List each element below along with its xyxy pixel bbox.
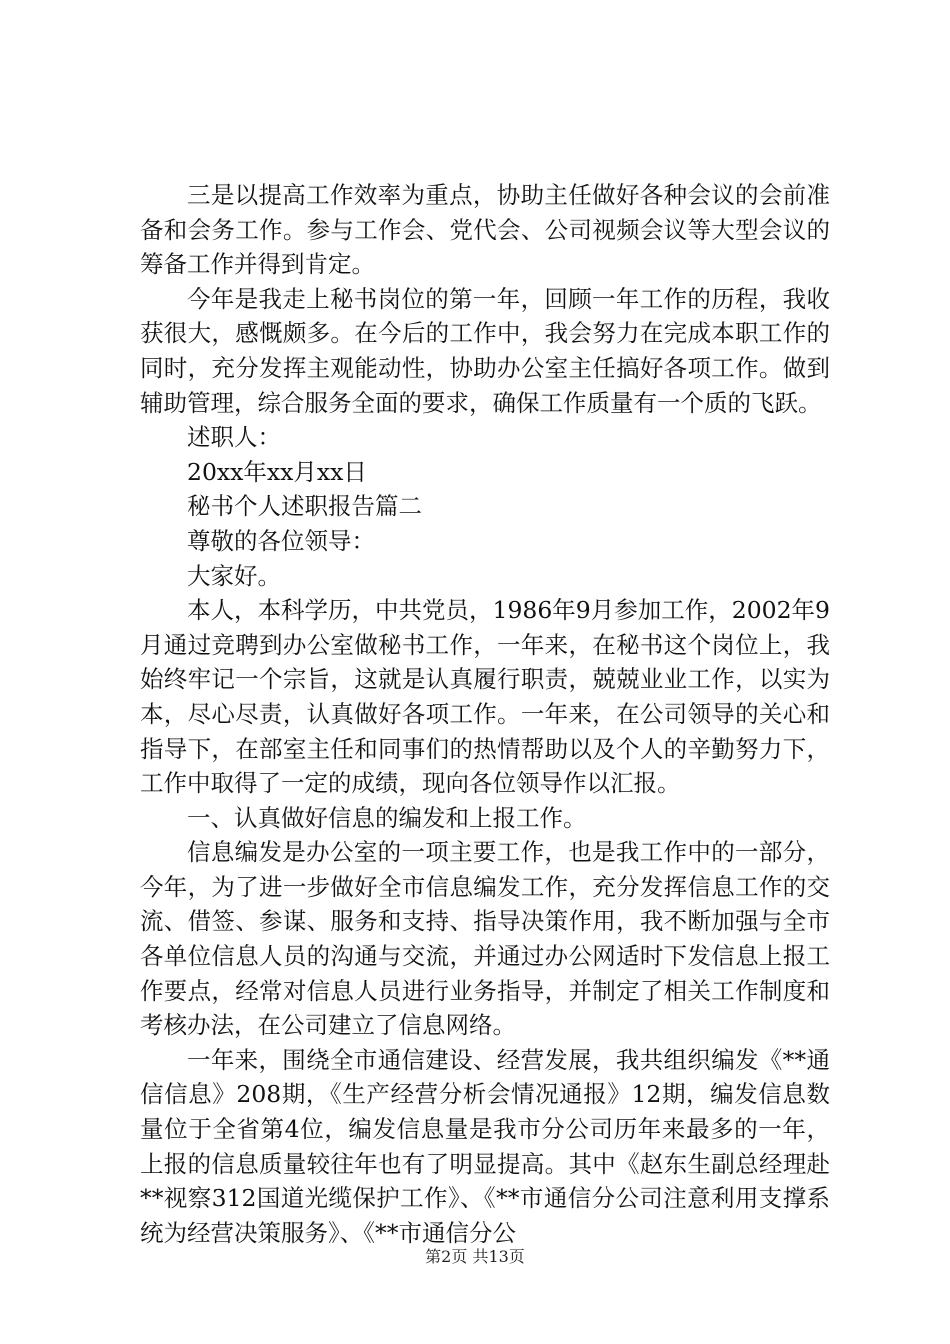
page-footer: 第2页 共13页 (425, 1247, 525, 1266)
paragraph-meetings: 三是以提高工作效率为重点，协助主任做好各种会议的会前准备和会务工作。参与工作会、党代会、公司视频会议等大型会议的筹备工作并得到肯定。 (140, 181, 830, 279)
section-title: 秘书个人述职报告篇二 (187, 492, 422, 521)
reporter-label: 述职人： (187, 423, 281, 452)
salutation: 尊敬的各位领导： (187, 526, 375, 555)
heading-information-work: 一、认真做好信息的编发和上报工作。 (187, 803, 587, 832)
paragraph-information-editing: 信息编发是办公室的一项主要工作，也是我工作中的一部分，今年，为了进一步做好全市信息编发工作，充分发挥信息工作的交流、借签、参谋、服务和支持、指导决策作用，我不断加强与全市各单位信息人员的沟通与交流，并通过办公网适时下发信息上报工作要点，经常对信息人员进行业务指导，并制定了相关工作制度和考核办法，在公司建立了信息网络。 (140, 838, 830, 1040)
paragraph-review: 今年是我走上秘书岗位的第一年，回顾一年工作的历程，我收获很大，感慨颇多。在今后的工作中，我会努力在完成本职工作的同时，充分发挥主观能动性，协助办公室主任搞好各项工作。做到辅助管理，综合服务全面的要求，确保工作质量有一个质的飞跃。 (140, 284, 830, 417)
document-body (140, 178, 830, 1250)
report-date: 20xx年xx月xx日 (187, 457, 367, 486)
paragraph-introduction: 本人，本科学历，中共党员，1986年9月参加工作，2002年9月通过竞聘到办公室做秘书工作，一年来，在秘书这个岗位上，我始终牢记一个宗旨，这就是认真履行职责，兢兢业业工作，以实为本，尽心尽责，认真做好各项工作。一年来，在公司领导的关心和指导下，在部室主任和同事们的热情帮助以及个人的辛勤努力下，工作中取得了一定的成绩，现向各位领导作以汇报。 (140, 596, 831, 798)
paragraph-achievements: 一年来，围绕全市通信建设、经营发展，我共组织编发《**通信信息》208期，《生产经营分析会情况通报》12期，编发信息数量位于全省第4位，编发信息量是我市分公司历年来最多的一年，上报的信息质量较往年也有了明显提高。其中《赵东生副总经理赴**视察312国道光缆保护工作》、《**市通信分公司注意利用支撑系统为经营决策服务》、《**市通信分公 (140, 1045, 830, 1247)
greeting: 大家好。 (187, 561, 281, 590)
